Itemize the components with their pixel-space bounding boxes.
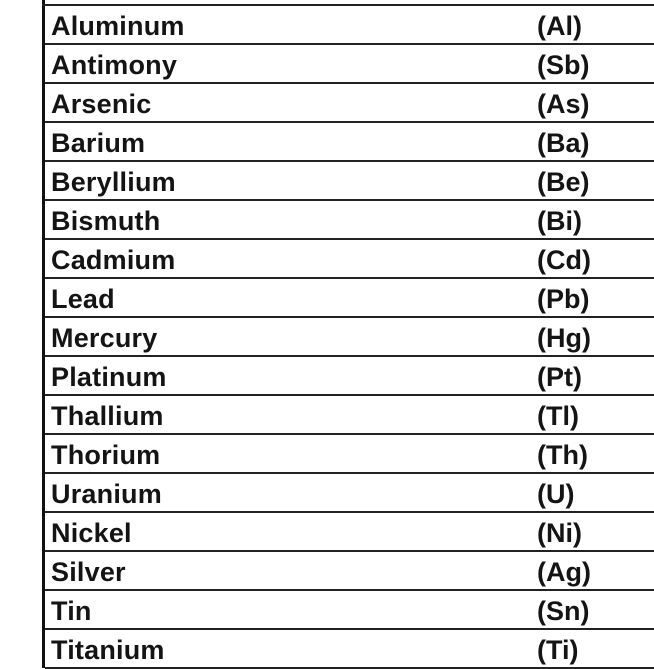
element-symbol: (Ag) — [537, 557, 591, 587]
table-row — [45, 474, 654, 513]
element-name: Antimony — [51, 50, 178, 80]
element-name: Thallium — [51, 401, 164, 431]
element-symbol: (Be) — [537, 167, 590, 197]
element-name: Bismuth — [51, 206, 161, 236]
table-row — [45, 513, 654, 552]
element-symbol: (Pt) — [537, 362, 582, 392]
element-symbol: (Sb) — [537, 50, 590, 80]
table-row — [45, 318, 654, 357]
element-name: Beryllium — [51, 167, 176, 197]
table-row — [45, 6, 654, 45]
table-row — [45, 591, 654, 630]
table-row — [45, 357, 654, 396]
element-symbol: (Al) — [537, 11, 582, 41]
table-row — [45, 552, 654, 591]
element-name: Uranium — [51, 479, 162, 509]
table-row — [45, 240, 654, 279]
element-name: Mercury — [51, 323, 158, 353]
element-symbol: (Cd) — [537, 245, 591, 275]
table-row — [45, 279, 654, 318]
element-name: Arsenic — [51, 89, 152, 119]
table-row — [45, 45, 654, 84]
element-name: Platinum — [51, 362, 167, 392]
element-name: Silver — [51, 557, 126, 587]
element-symbol: (Tl) — [537, 401, 579, 431]
element-name: Nickel — [51, 518, 132, 548]
element-name: Barium — [51, 128, 146, 158]
table-rows — [45, 6, 654, 669]
table-row — [45, 630, 654, 669]
element-symbol: (Ba) — [537, 128, 590, 158]
element-symbol: (Th) — [537, 440, 588, 470]
element-symbol: (Sn) — [537, 596, 590, 626]
element-symbol: (Pb) — [537, 284, 590, 314]
table-row — [45, 123, 654, 162]
table-row — [45, 201, 654, 240]
element-symbol: (As) — [537, 89, 590, 119]
element-name: Tin — [51, 596, 92, 626]
element-symbol: (Hg) — [537, 323, 591, 353]
table-row — [45, 162, 654, 201]
element-name: Titanium — [51, 635, 165, 665]
element-name: Aluminum — [51, 11, 185, 41]
element-symbol: (U) — [537, 479, 575, 509]
table-row — [45, 435, 654, 474]
element-name: Lead — [51, 284, 115, 314]
element-name: Thorium — [51, 440, 161, 470]
element-symbol: (Ni) — [537, 518, 582, 548]
table-row — [45, 396, 654, 435]
table-row — [45, 84, 654, 123]
elements-table — [42, 0, 654, 668]
element-symbol: (Ti) — [537, 635, 579, 665]
element-symbol: (Bi) — [537, 206, 582, 236]
element-name: Cadmium — [51, 245, 176, 275]
